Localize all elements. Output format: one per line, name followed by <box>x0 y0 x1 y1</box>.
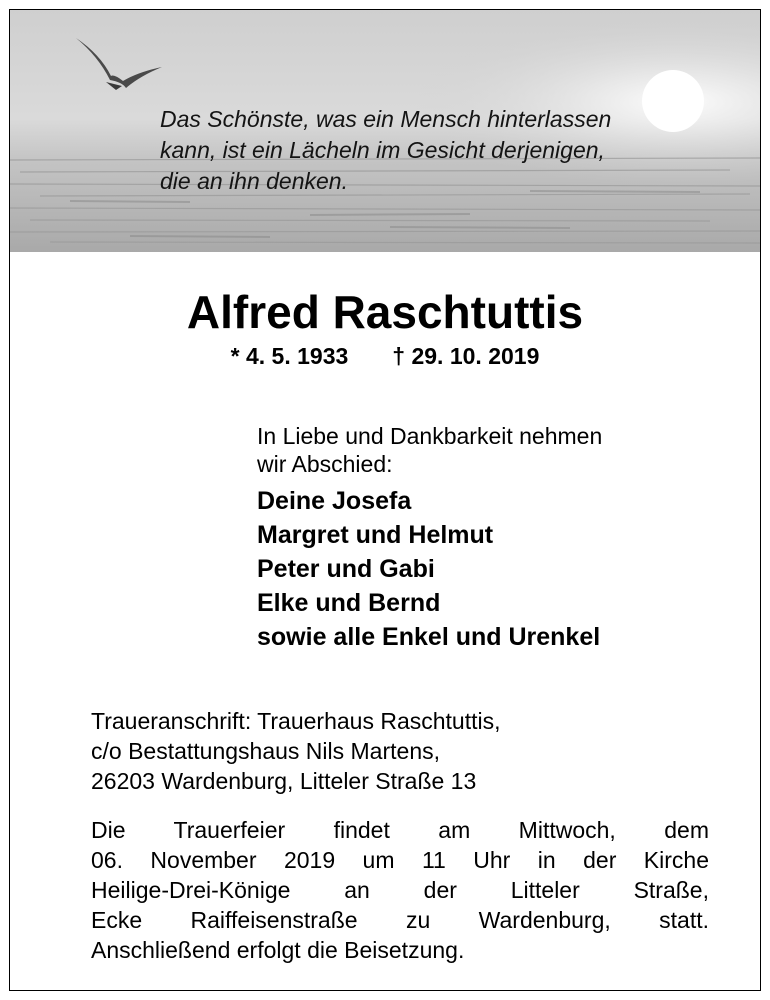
funeral-line: Die Trauerfeier findet am Mittwoch, dem <box>91 817 709 843</box>
deceased-name: Alfred Raschtuttis <box>186 286 584 338</box>
funeral-line: Heilige-Drei-Könige an der Litteler Straße, <box>91 877 709 903</box>
mourner-entry: Deine Josefa <box>257 487 412 515</box>
farewell-intro <box>257 422 602 478</box>
funeral-line: Ecke Raiffeisenstraße zu Wardenburg, statt. <box>91 907 709 933</box>
death-date: † 29. 10. 2019 <box>392 343 540 369</box>
mourner-entry: Peter und Gabi <box>257 555 435 583</box>
life-dates <box>10 341 760 371</box>
quote-line: Das Schönste, was ein Mensch hinterlassen <box>160 106 612 132</box>
mourners-list <box>257 484 600 654</box>
mourning-address <box>91 706 501 796</box>
quote-line: kann, ist ein Lächeln im Gesicht derjenigen, <box>160 137 605 163</box>
memorial-quote <box>160 104 720 197</box>
address-line: 26203 Wardenburg, Litteler Straße 13 <box>91 768 477 794</box>
address-line: c/o Bestattungshaus Nils Martens, <box>91 738 440 764</box>
mourner-entry: Margret und Helmut <box>257 521 494 549</box>
funeral-service-info <box>91 815 709 965</box>
funeral-line: Anschließend erfolgt die Beisetzung. <box>91 937 465 963</box>
obituary-notice <box>9 9 761 991</box>
address-line: Traueranschrift: Trauerhaus Raschtuttis, <box>91 708 501 734</box>
mourner-entry: Elke und Bernd <box>257 589 441 617</box>
birth-date: * 4. 5. 1933 <box>230 343 349 369</box>
intro-line: In Liebe und Dankbarkeit nehmen <box>257 423 603 449</box>
intro-line: wir Abschied: <box>257 451 393 477</box>
quote-line: die an ihn denken. <box>160 168 348 194</box>
mourner-entry: sowie alle Enkel und Urenkel <box>257 623 601 651</box>
funeral-line: 06. November 2019 um 11 Uhr in der Kirche <box>91 847 709 873</box>
